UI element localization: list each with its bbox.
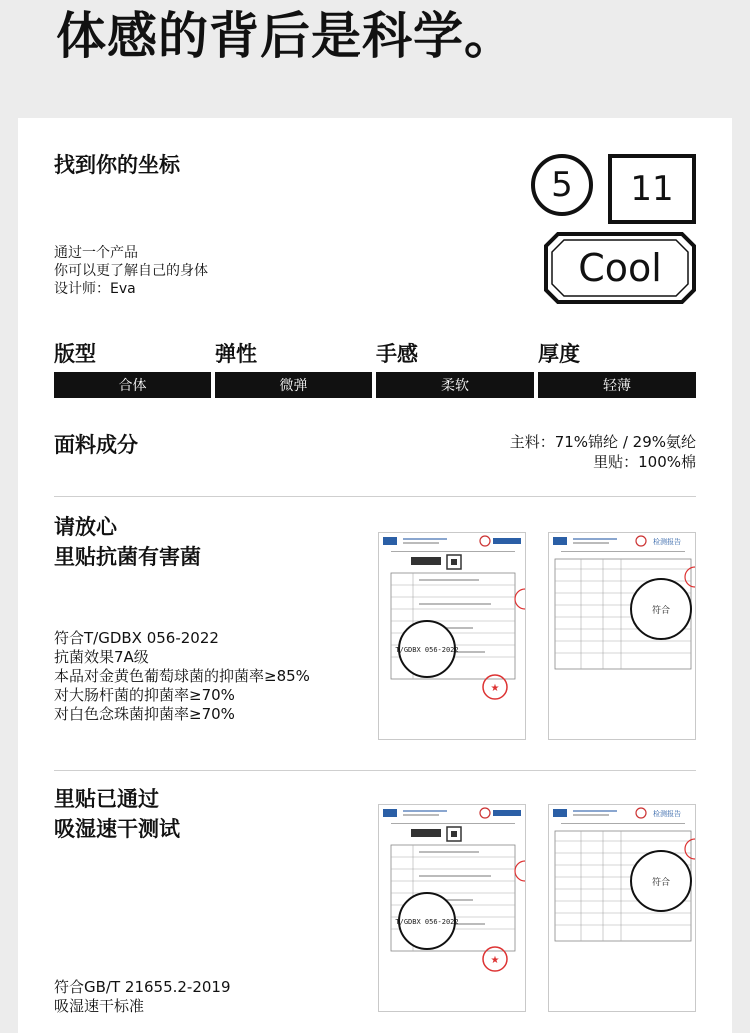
property-value-feel: 柔软 (376, 372, 534, 398)
profile-line-1: 通过一个产品 (54, 245, 138, 261)
property-label-feel: 手感 (376, 342, 418, 366)
property-label-thickness: 厚度 (538, 342, 580, 366)
antibacterial-title-2: 里贴抗菌有害菌 (54, 545, 201, 569)
composition-values (510, 432, 696, 472)
antibacterial-title-1: 请放心 (54, 515, 117, 539)
moisture-report-2-header: 检测报告 (653, 810, 681, 818)
composition-main: 主料：71%锦纶 / 29%氨纶 (509, 433, 696, 451)
antibacterial-detail-1: 符合T/GDBX 056-2022 (54, 629, 219, 647)
antibacterial-report-2-header: 检测报告 (653, 538, 681, 546)
property-label-elasticity: 弹性 (215, 342, 257, 366)
property-value-fit: 合体 (54, 372, 211, 398)
composition-lining: 里贴：100%棉 (593, 453, 696, 471)
property-value-thickness: 轻薄 (538, 372, 696, 398)
moisture-title-2: 吸湿速干测试 (54, 817, 180, 841)
profile-line-2: 你可以更了解自己的身体 (54, 263, 208, 279)
antibacterial-report-standard-stamp: T/GDBX 056-2022 (395, 646, 459, 654)
moisture-report-standard-stamp: T/GDBX 056-2022 (395, 918, 459, 926)
composition-title: 面料成分 (54, 433, 138, 457)
moisture-report-pass-stamp: 符合 (651, 878, 671, 888)
info-card (18, 118, 732, 1033)
circle-badge: 5 (531, 154, 593, 216)
svg-text:★: ★ (490, 955, 500, 966)
antibacterial-detail-4: 对大肠杆菌的抑菌率≥70% (54, 686, 235, 704)
antibacterial-detail-5: 对白色念珠菌抑菌率≥70% (54, 705, 235, 723)
profile-title: 找到你的坐标 (54, 153, 180, 177)
divider-1 (54, 496, 696, 497)
page-headline: 体感的背后是科学。 (56, 7, 515, 65)
antibacterial-report-image (378, 532, 526, 740)
moisture-detail-1: 符合GB/T 21655.2-2019 (54, 978, 231, 996)
moisture-detail-2: 吸湿速干标准 (54, 997, 145, 1015)
profile-line-3: 设计师：Eva (54, 281, 136, 297)
antibacterial-detail-2: 抗菌效果7A级 (54, 648, 149, 666)
antibacterial-report-pass-stamp: 符合 (651, 606, 671, 616)
svg-text:★: ★ (490, 683, 500, 694)
cool-badge (544, 232, 696, 304)
property-value-elasticity: 微弹 (215, 372, 372, 398)
antibacterial-report-image-2 (548, 532, 696, 740)
property-label-fit: 版型 (54, 342, 96, 366)
square-badge: 11 (608, 154, 696, 224)
moisture-report-image-2 (548, 804, 696, 1012)
divider-2 (54, 770, 696, 771)
moisture-report-image (378, 804, 526, 1012)
antibacterial-detail-3: 本品对金黄色葡萄球菌的抑菌率≥85% (54, 667, 310, 685)
cool-badge-label: Cool (578, 246, 662, 290)
moisture-title-1: 里贴已通过 (54, 787, 159, 811)
